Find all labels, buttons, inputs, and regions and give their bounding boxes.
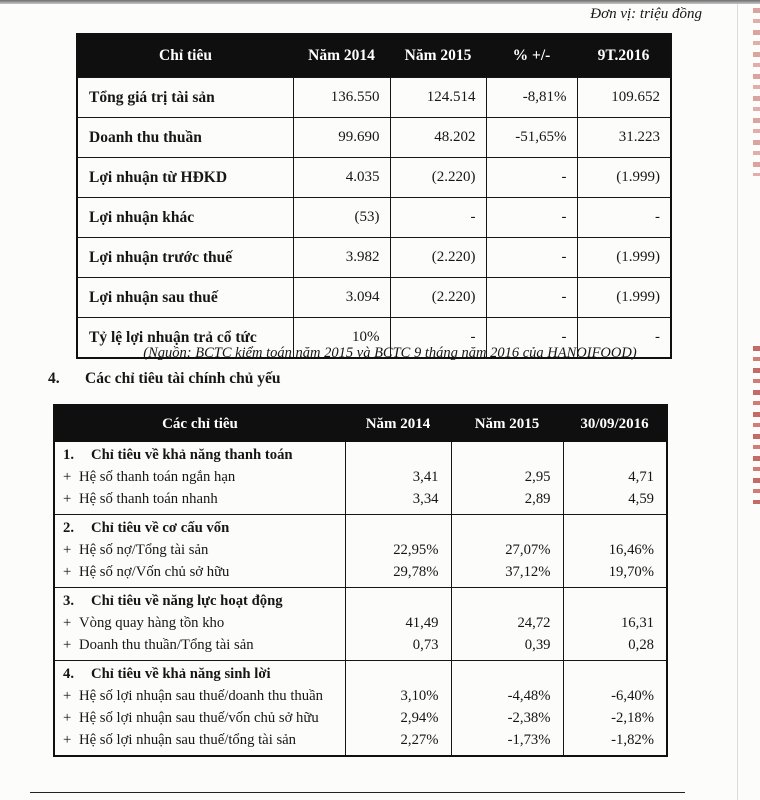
row-label: Lợi nhuận khác [77, 198, 293, 238]
cell-value: - [486, 198, 577, 238]
cell-value: - [390, 198, 486, 238]
row-label: Lợi nhuận trước thuế [77, 238, 293, 278]
cell-value: 109.652 [577, 78, 671, 118]
cell-value: 41,49 [345, 612, 451, 634]
cell-value: 2,89 [451, 488, 563, 515]
table-row [54, 707, 667, 729]
cell-value: - [577, 318, 671, 359]
cell-value: 16,46% [563, 539, 667, 561]
section-title: Chỉ tiêu về cơ cấu vốn [91, 520, 230, 536]
t2-header-2015: Năm 2015 [451, 405, 563, 442]
cell-value: -2,18% [563, 707, 667, 729]
cell-value: -1,73% [451, 729, 563, 756]
plus-marker: + [63, 564, 72, 580]
row-label: Hệ số lợi nhuận sau thuế/vốn chủ sở hữu [79, 710, 319, 726]
cell-value: 4,59 [563, 488, 667, 515]
section-heading-number: 4. [48, 370, 60, 387]
financial-summary-table [76, 33, 672, 359]
plus-marker: + [63, 469, 72, 485]
cell-value: 4,71 [563, 466, 667, 488]
plus-marker: + [63, 710, 72, 726]
cell-value: -4,48% [451, 685, 563, 707]
cell-value: 136.550 [293, 78, 390, 118]
cell-value: 48.202 [390, 118, 486, 158]
cell-value: 31.223 [577, 118, 671, 158]
cell-value: 10% [293, 318, 390, 359]
table-row-section [54, 442, 667, 466]
section-number: 3. [63, 593, 75, 609]
section-title: Chỉ tiêu về khả năng sinh lời [91, 666, 271, 682]
table-row [54, 685, 667, 707]
table-row [54, 539, 667, 561]
table-header-row [54, 405, 667, 442]
section-number: 4. [63, 666, 75, 682]
cell-value: 24,72 [451, 612, 563, 634]
cell-value: (1.999) [577, 238, 671, 278]
cell-value: 3.982 [293, 238, 390, 278]
unit-label: Đơn vị: triệu đồng [590, 6, 702, 22]
t1-header-9t2016: 9T.2016 [577, 34, 671, 78]
cell-value: 124.514 [390, 78, 486, 118]
row-label: Doanh thu thuần/Tổng tài sản [79, 637, 254, 653]
t1-header-2015: Năm 2015 [390, 34, 486, 78]
cell-value: 0,73 [345, 634, 451, 661]
cell-value: 0,39 [451, 634, 563, 661]
page-edge-line [737, 4, 738, 800]
t2-header-label: Các chỉ tiêu [54, 405, 345, 442]
financial-ratios-table [53, 404, 668, 757]
cell-value: - [577, 198, 671, 238]
table-row [54, 561, 667, 588]
red-margin-annotation [753, 346, 760, 504]
plus-marker: + [63, 732, 72, 748]
plus-marker: + [63, 688, 72, 704]
cell-value: 3,41 [345, 466, 451, 488]
cell-value: 3,34 [345, 488, 451, 515]
cell-value: -8,81% [486, 78, 577, 118]
footer-divider [30, 792, 685, 793]
t1-header-change: % +/- [486, 34, 577, 78]
section-title: Chỉ tiêu về năng lực hoạt động [91, 593, 283, 609]
cell-value: 3,10% [345, 685, 451, 707]
table-row [77, 198, 671, 238]
table-row [77, 78, 671, 118]
cell-value: (2.220) [390, 158, 486, 198]
cell-value: (1.999) [577, 158, 671, 198]
cell-value: 4.035 [293, 158, 390, 198]
table-row [77, 118, 671, 158]
row-label: Hệ số lợi nhuận sau thuế/tổng tài sản [79, 732, 297, 748]
cell-value: 2,95 [451, 466, 563, 488]
cell-value: 29,78% [345, 561, 451, 588]
cell-value: (2.220) [390, 278, 486, 318]
table-row [54, 612, 667, 634]
row-label: Vòng quay hàng tồn kho [79, 615, 225, 631]
row-label: Hệ số nợ/Tổng tài sản [79, 542, 209, 558]
table-row [54, 729, 667, 756]
t1-header-label: Chỉ tiêu [77, 34, 293, 78]
red-margin-annotation [753, 8, 760, 176]
plus-marker: + [63, 491, 72, 507]
row-label: Tổng giá trị tài sản [77, 78, 293, 118]
cell-value: 19,70% [563, 561, 667, 588]
cell-value: - [390, 318, 486, 359]
table-row-section [54, 588, 667, 613]
t1-header-2014: Năm 2014 [293, 34, 390, 78]
table-row [77, 278, 671, 318]
cell-value: 27,07% [451, 539, 563, 561]
cell-value: (1.999) [577, 278, 671, 318]
cell-value: -2,38% [451, 707, 563, 729]
cell-value: 2,27% [345, 729, 451, 756]
cell-value: -1,82% [563, 729, 667, 756]
cell-value: 37,12% [451, 561, 563, 588]
table-row [54, 488, 667, 515]
table-row-section [54, 515, 667, 540]
cell-value: -51,65% [486, 118, 577, 158]
plus-marker: + [63, 637, 72, 653]
table-row [54, 466, 667, 488]
scan-top-edge [0, 0, 760, 4]
t2-header-2014: Năm 2014 [345, 405, 451, 442]
table-row [77, 158, 671, 198]
cell-value: - [486, 238, 577, 278]
cell-value: -6,40% [563, 685, 667, 707]
t2-header-30092016: 30/09/2016 [563, 405, 667, 442]
row-label: Hệ số thanh toán nhanh [79, 491, 218, 507]
cell-value: 16,31 [563, 612, 667, 634]
row-label: Doanh thu thuần [77, 118, 293, 158]
cell-value: - [486, 158, 577, 198]
plus-marker: + [63, 542, 72, 558]
section-heading [48, 370, 280, 388]
section-title: Chỉ tiêu về khả năng thanh toán [91, 447, 293, 463]
table-row [54, 634, 667, 661]
row-label: Lợi nhuận từ HĐKD [77, 158, 293, 198]
section-number: 1. [63, 447, 75, 463]
cell-value: 0,28 [563, 634, 667, 661]
table-row [77, 238, 671, 278]
plus-marker: + [63, 615, 72, 631]
cell-value: 99.690 [293, 118, 390, 158]
cell-value: 3.094 [293, 278, 390, 318]
cell-value: - [486, 318, 577, 359]
cell-value: - [486, 278, 577, 318]
row-label: Hệ số thanh toán ngắn hạn [79, 469, 236, 485]
row-label: Hệ số nợ/Vốn chủ sở hữu [79, 564, 230, 580]
row-label: Hệ số lợi nhuận sau thuế/doanh thu thuần [79, 688, 323, 704]
cell-value: 22,95% [345, 539, 451, 561]
cell-value: (2.220) [390, 238, 486, 278]
cell-value: 2,94% [345, 707, 451, 729]
table-row-section [54, 661, 667, 686]
table-header-row [77, 34, 671, 78]
cell-value: (53) [293, 198, 390, 238]
row-label: Tỷ lệ lợi nhuận trả cổ tức [77, 318, 293, 359]
row-label: Lợi nhuận sau thuế [77, 278, 293, 318]
section-heading-title: Các chỉ tiêu tài chính chủ yếu [85, 370, 281, 387]
section-number: 2. [63, 520, 75, 536]
source-note: (Nguồn: BCTC kiểm toán năm 2015 và BCTC 9 tháng năm 2016 của HANOIFOOD) [143, 345, 637, 361]
